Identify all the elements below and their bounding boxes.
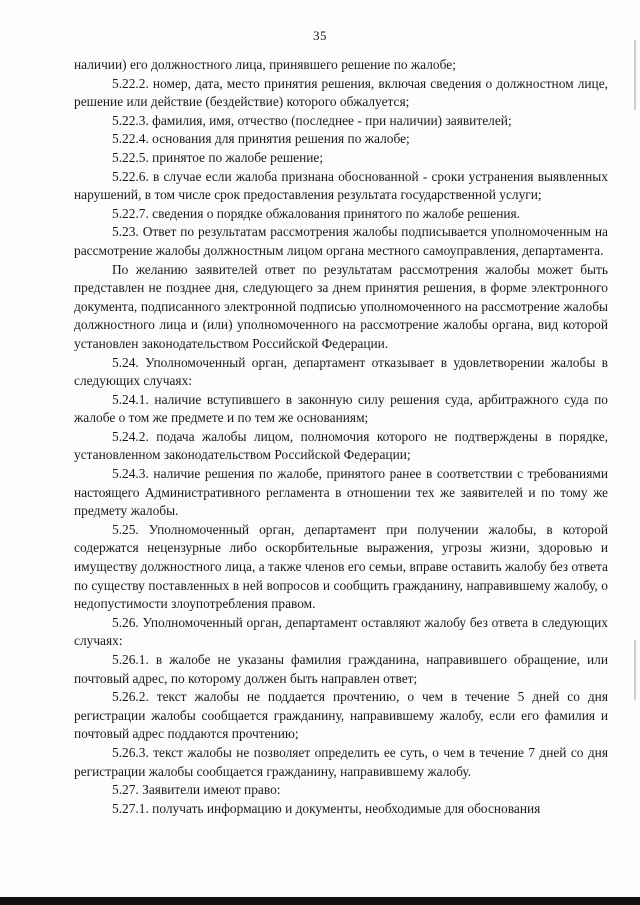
scan-edge-mark	[634, 640, 636, 700]
paragraph-continuation: наличии) его должностного лица, принявшего решение по жалобе;	[74, 57, 456, 72]
paragraph-5-23-electronic: По желанию заявителей ответ по результатам рассмотрения жалобы может быть представлен не позднее дня, следующего за днем принятия решения, в форме электронного документа, подписанного электронной подписью уполномоченного на рассмотрение жалобы должностного лица и (или) уполномоченного на рассмотрение жалобы органа, вид которой установлен законодательством Российской Федерации.	[74, 261, 608, 351]
paragraph-5-22-6: 5.22.6. в случае если жалоба признана обоснованной - сроки устранения выявленных нарушений, в том числе срок предоставления результата государственной услуги;	[74, 168, 608, 203]
paragraph-5-22-3: 5.22.3. фамилия, имя, отчество (последнее - при наличии) заявителей;	[112, 112, 512, 128]
paragraph-5-25: 5.25. Уполномоченный орган, департамент при получении жалобы, в которой содержатся нецензурные либо оскорбительные выражения, угрозы жизни, здоровью и имуществу должностного лица, а также членов его семьи, вправе оставить жалобу без ответа по существу поставленных в ней вопросов и сообщить гражданину, направившему жалобу, о недопустимости злоупотребления правом.	[74, 521, 608, 612]
paragraph-5-26-3: 5.26.3. текст жалобы не позволяет определить ее суть, о чем в течение 7 дней со дня регистрации жалобы сообщается гражданину, направившему жалобу.	[74, 744, 608, 779]
paragraph-5-26-2: 5.26.2. текст жалобы не поддается прочтению, о чем в течение 5 дней со дня регистрации жалобы сообщается гражданину, направившему жалобу, если его фамилия и почтовый адрес поддаются прочтению;	[74, 689, 608, 742]
paragraph-5-22-2: 5.22.2. номер, дата, место принятия решения, включая сведения о должностном лице, решение или действие (бездействие) которого обжалуется;	[74, 75, 608, 110]
paragraph-5-22-4: 5.22.4. основания для принятия решения по жалобе;	[112, 131, 410, 147]
paragraph-5-24-1: 5.24.1. наличие вступившего в законную силу решения суда, арбитражного суда по жалобе о том же предмете и по тем же основаниям;	[74, 391, 608, 426]
paragraph-5-26: 5.26. Уполномоченный орган, департамент оставляют жалобу без ответа в следующих случаях:	[74, 614, 608, 649]
scan-edge-mark	[634, 40, 636, 110]
paragraph-5-27-1: 5.27.1. получать информацию и документы, необходимые для обоснования	[112, 800, 541, 816]
paragraph-5-24: 5.24. Уполномоченный орган, департамент отказывает в удовлетворении жалобы в следующих случаях:	[74, 354, 608, 389]
paragraph-5-23: 5.23. Ответ по результатам рассмотрения жалобы подписывается уполномоченным на рассмотрение жалобы должностным лицом органа местного самоуправления, департамента.	[74, 224, 608, 258]
paragraph-5-24-3: 5.24.3. наличие решения по жалобе, принятого ранее в соответствии с требованиями настоящего Административного регламента в отношении тех же заявителей и по тому же предмету жалобы.	[74, 466, 608, 519]
paragraph-5-22-7: 5.22.7. сведения о порядке обжалования принятого по жалобе решения.	[112, 205, 521, 221]
paragraph-5-27: 5.27. Заявители имеют право:	[112, 782, 281, 798]
paragraph-5-22-5: 5.22.5. принятое по жалобе решение;	[112, 149, 324, 165]
paragraph-5-24-2: 5.24.2. подача жалобы лицом, полномочия которого не подтверждены в порядке, установленном законодательством Российской Федерации;	[74, 428, 608, 463]
page-number: 35	[313, 28, 327, 43]
paragraph-5-26-1: 5.26.1. в жалобе не указаны фамилия гражданина, направившего обращение, или почтовый адрес, по которому должен быть направлен ответ;	[74, 652, 608, 686]
scan-bottom-border	[0, 897, 640, 905]
document-body	[74, 56, 608, 818]
